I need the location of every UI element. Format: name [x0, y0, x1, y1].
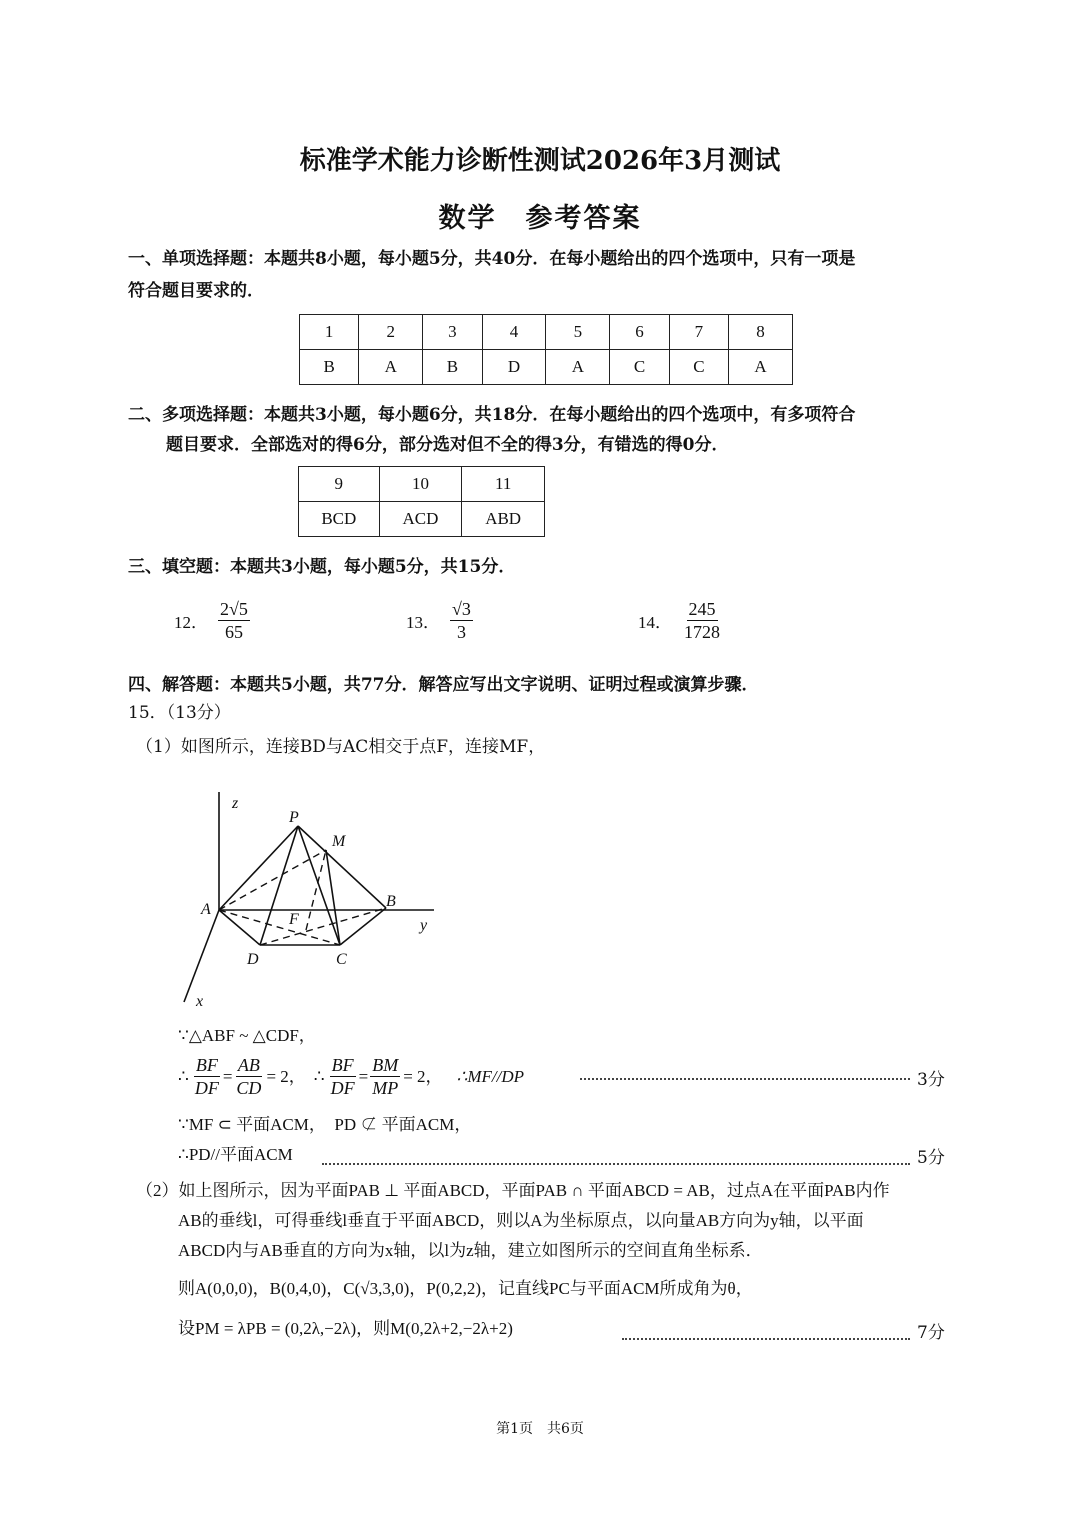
- table-cell: 5: [546, 315, 610, 350]
- fraction: [234, 1054, 263, 1099]
- fraction-numerator: 2√5: [220, 599, 248, 619]
- table-cell: A: [359, 350, 423, 385]
- proof-line-4: ∴PD//平面ACM: [178, 1145, 293, 1164]
- fraction-denominator: 65: [224, 622, 243, 642]
- proof-line-1: ∵△ABF ~ △CDF，: [178, 1026, 316, 1045]
- table-cell: B: [300, 350, 359, 385]
- table-cell: BCD: [299, 502, 380, 537]
- answer-fraction: [450, 598, 473, 643]
- answer-fraction: [218, 598, 250, 643]
- label-D: D: [247, 951, 259, 968]
- table-cell: D: [482, 350, 546, 385]
- edge-AP: [219, 826, 298, 910]
- label-M: M: [332, 833, 346, 850]
- label-z: z: [232, 795, 239, 812]
- section1-heading-cont: 符合题目要求的．: [128, 281, 264, 301]
- fraction-numerator: BM: [372, 1055, 399, 1075]
- therefore-symbol: ∴: [313, 1066, 325, 1086]
- fraction: [193, 1054, 221, 1099]
- equals-two: = 2，: [266, 1066, 306, 1086]
- dashed-FM: [306, 850, 326, 930]
- proof-line-3: ∵MF ⊂ 平面ACM， PD ⊄ 平面ACM，: [178, 1115, 472, 1134]
- table-cell: 8: [729, 315, 793, 350]
- score-3: 3分: [917, 1070, 945, 1090]
- part2-line-2: AB的垂线l，可得垂线l垂直于平面ABCD，则以A为坐标原点，以向量AB方向为y轴，以平面: [178, 1211, 864, 1230]
- fraction-numerator: 245: [688, 599, 716, 619]
- item-label: 12．: [174, 613, 208, 632]
- fraction: [370, 1054, 400, 1099]
- item-label: 14．: [638, 613, 672, 632]
- section1-heading: 一、单项选择题：本题共8小题，每小题5分，共40分．在每小题给出的四个选项中，只有一项是: [128, 249, 856, 269]
- pyramid-figure: [170, 780, 460, 1015]
- label-B: B: [386, 893, 396, 910]
- page-footer: 第1页 共6页: [496, 1421, 584, 1437]
- section1-answer-table: [299, 314, 793, 385]
- figure-labels: [195, 795, 428, 1010]
- question-15-label: 15．（13分）: [128, 703, 231, 723]
- section3-heading: 三、填空题：本题共3小题，每小题5分，共15分．: [128, 557, 516, 577]
- table-cell: A: [729, 350, 793, 385]
- fraction-numerator: √3: [452, 599, 471, 619]
- table-cell: 7: [669, 315, 728, 350]
- answer-fraction: [682, 598, 722, 643]
- table-cell: 10: [379, 467, 462, 502]
- table-cell: B: [423, 350, 482, 385]
- score-5: 5分: [917, 1148, 945, 1168]
- table-cell: C: [669, 350, 728, 385]
- therefore-symbol: ∴: [178, 1066, 189, 1086]
- table-cell: 2: [359, 315, 423, 350]
- item-label: 13．: [406, 613, 440, 632]
- fraction-denominator: MP: [372, 1078, 399, 1098]
- label-F: F: [289, 911, 299, 928]
- table-cell: 4: [482, 315, 546, 350]
- table-cell: 6: [610, 315, 669, 350]
- label-P: P: [289, 809, 299, 826]
- table-cell: 9: [299, 467, 380, 502]
- table-cell: 3: [423, 315, 482, 350]
- proof-line-2: [178, 1054, 524, 1099]
- section2-answer-table: [298, 466, 545, 537]
- fraction-denominator: CD: [236, 1078, 262, 1098]
- label-y: y: [420, 917, 428, 934]
- fill-answer-13: [406, 598, 473, 643]
- leader-dots: [622, 1326, 910, 1340]
- x-axis: [184, 910, 219, 1002]
- table-cell: ACD: [379, 502, 462, 537]
- fraction-numerator: BF: [331, 1055, 354, 1075]
- table-row-answers: [299, 502, 545, 537]
- part2-line-5: 设PM = λPB = (0,2λ,−2λ)，则M(0,2λ+2,−2λ+2): [178, 1319, 513, 1338]
- edge-CB: [340, 908, 386, 945]
- score-7: 7分: [917, 1323, 945, 1343]
- table-cell: C: [610, 350, 669, 385]
- fraction: [329, 1054, 357, 1099]
- fraction-denominator: 3: [456, 622, 466, 642]
- label-x: x: [196, 993, 204, 1010]
- equals-two: = 2，: [403, 1066, 443, 1086]
- section2-heading: 二、多项选择题：本题共3小题，每小题6分，共18分．在每小题给出的四个选项中，有多项符合: [128, 405, 856, 425]
- leader-dots: [580, 1066, 910, 1080]
- fill-answer-12: [174, 598, 250, 643]
- label-C: C: [336, 951, 347, 968]
- fraction-numerator: BF: [195, 1055, 218, 1075]
- equals-sign: =: [222, 1066, 233, 1086]
- label-A: A: [201, 901, 211, 918]
- page-subtitle: 数学 参考答案: [438, 203, 642, 234]
- fraction-denominator: DF: [330, 1078, 355, 1098]
- page-title: 标准学术能力诊断性测试2026年3月测试: [299, 146, 781, 176]
- table-cell: ABD: [462, 502, 545, 537]
- fill-answer-14: [638, 598, 722, 643]
- part1-intro: （1）如图所示，连接BD与AC相交于点F，连接MF，: [136, 737, 546, 757]
- table-row-answers: [300, 350, 793, 385]
- section2-heading-cont: 题目要求．全部选对的得6分，部分选对但不全的得3分，有错选的得0分．: [166, 435, 729, 455]
- leader-dots: [322, 1151, 910, 1165]
- figure-lines: [184, 792, 434, 1002]
- fraction-denominator: DF: [194, 1078, 219, 1098]
- fraction-denominator: 1728: [684, 622, 720, 642]
- edge-AD: [219, 910, 260, 945]
- part2-line-4: 则A(0,0,0)，B(0,4,0)，C(√3,3,0)，P(0,2,2)，记直线PC与平面ACM所成角为θ，: [178, 1279, 753, 1298]
- table-cell: 1: [300, 315, 359, 350]
- table-cell: 11: [462, 467, 545, 502]
- table-row-numbers: [299, 467, 545, 502]
- table-row-numbers: [300, 315, 793, 350]
- part2-line-1: （2）如上图所示，因为平面PAB ⊥ 平面ABCD，平面PAB ∩ 平面ABCD = AB，过点A在平面PAB内作: [136, 1181, 890, 1200]
- part2-line-3: ABCD内与AB垂直的方向为x轴，以l为z轴，建立如图所示的空间直角坐标系．: [178, 1241, 763, 1260]
- fraction-numerator: AB: [237, 1055, 260, 1075]
- conclusion-mf-dp: ∴MF//DP: [456, 1066, 525, 1086]
- table-cell: A: [546, 350, 610, 385]
- equals-sign: =: [358, 1066, 369, 1086]
- section4-heading: 四、解答题：本题共5小题，共77分．解答应写出文字说明、证明过程或演算步骤．: [128, 675, 759, 695]
